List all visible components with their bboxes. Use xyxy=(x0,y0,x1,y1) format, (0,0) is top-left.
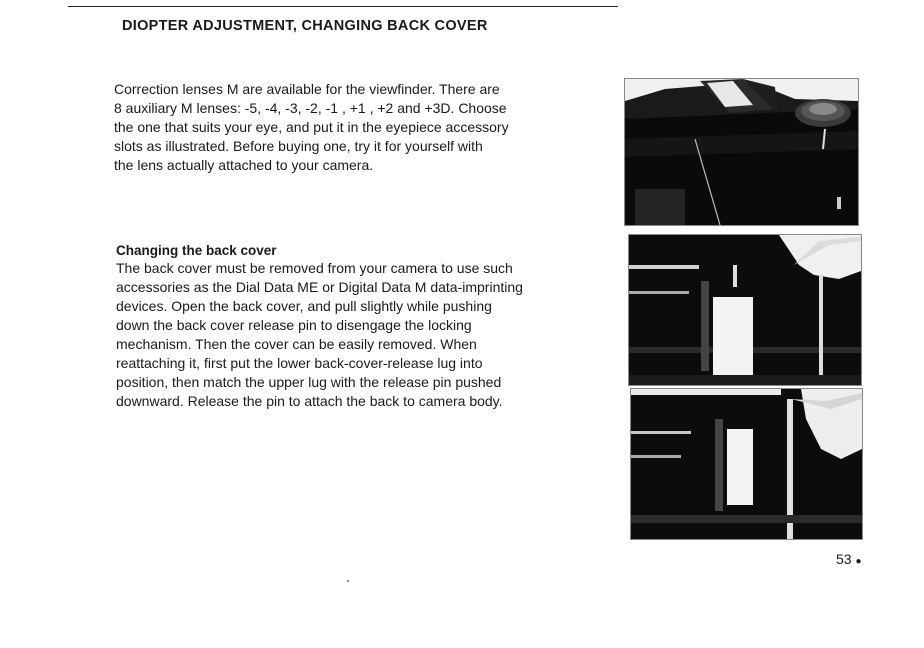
paragraph-line: The back cover must be removed from your camera to use such xyxy=(116,260,513,276)
page-heading: DIOPTER ADJUSTMENT, CHANGING BACK COVER xyxy=(122,18,488,34)
paragraph-line: downward. Release the pin to attach the back to camera body. xyxy=(116,393,503,409)
back-cover-subheading: Changing the back cover xyxy=(116,243,277,258)
top-rule xyxy=(68,6,618,7)
diopter-paragraph xyxy=(114,80,509,175)
paragraph-line: accessories as the Dial Data ME or Digital Data M data-imprinting xyxy=(116,279,523,295)
paragraph-line: mechanism. Then the cover can be easily removed. When xyxy=(116,336,477,352)
paragraph-line: position, then match the upper lug with the release pin pushed xyxy=(116,374,502,390)
page-number xyxy=(836,551,862,567)
paragraph-line: reattaching it, first put the lower back-cover-release lug into xyxy=(116,355,483,371)
page-number-bullet: ● xyxy=(855,556,862,567)
page-number-value: 53 xyxy=(836,551,852,567)
camera-eyepiece-photo xyxy=(624,78,859,226)
paragraph-line: slots as illustrated. Before buying one, try it for yourself with xyxy=(114,138,483,154)
paragraph-line: 8 auxiliary M lenses: -5, -4, -3, -2, -1 , +1 , +2 and +3D. Choose xyxy=(114,100,507,116)
paragraph-line: the one that suits your eye, and put it in the eyepiece accessory xyxy=(114,119,509,135)
paragraph-line: the lens actually attached to your camera. xyxy=(114,157,374,173)
paragraph-line: Correction lenses M are available for the viewfinder. There are xyxy=(114,81,500,97)
stray-dot xyxy=(347,580,349,582)
back-cover-release-photo xyxy=(630,388,863,540)
paragraph-line: devices. Open the back cover, and pull slightly while pushing xyxy=(116,298,492,314)
back-cover-paragraph xyxy=(116,259,523,411)
paragraph-line: down the back cover release pin to disengage the locking xyxy=(116,317,472,333)
back-cover-open-photo xyxy=(628,234,862,386)
